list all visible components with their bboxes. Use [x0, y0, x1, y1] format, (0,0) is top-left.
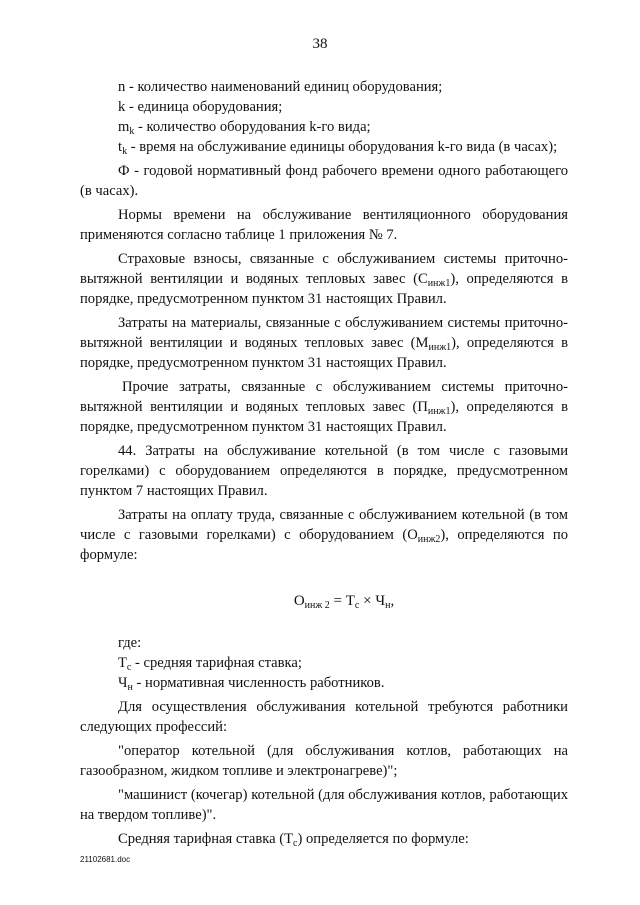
formula-t: = Т — [329, 593, 355, 609]
symbol-m: m — [118, 119, 130, 135]
subscript: с — [126, 662, 132, 673]
paragraph-professions: Для осуществления обслуживания котельной требуются работники следующих профессий: — [80, 699, 568, 735]
formula-end: , — [390, 593, 395, 609]
subscript: инж1 — [428, 342, 452, 353]
paragraph-insurance — [80, 249, 568, 309]
formula-ch: × Ч — [359, 593, 386, 609]
symbol: Т — [118, 655, 127, 671]
text: Средняя тарифная ставка (Т — [118, 831, 294, 847]
formula-o: О — [293, 593, 305, 609]
definition-f: Ф - годовой нормативный фонд рабочего времени одного работающего (в часах). — [80, 163, 568, 199]
formula-subscript: инж 2 — [304, 600, 330, 611]
paragraph-other-costs — [80, 377, 568, 437]
page-number: 38 — [312, 36, 328, 52]
formula — [80, 591, 568, 611]
paragraph-norms: Нормы времени на обслуживание вентиляционного оборудования применяются согласно таблице 1 приложения № 7. — [80, 207, 568, 243]
formula-subscript: с — [354, 600, 360, 611]
text: ), определяются в порядке, предусмотренном пунктом 31 настоящих Правил. — [80, 271, 568, 307]
subscript: инж1 — [427, 278, 451, 289]
text: Затраты на материалы, связанные с обслуживанием системы приточно-вытяжной вентиляции и водяных тепловых завес (М — [80, 315, 568, 351]
text: Прочие затраты, связанные с обслуживанием системы приточно-вытяжной вентиляции и водяных тепловых завес (П — [80, 379, 568, 415]
text: ), определяются по формуле: — [80, 527, 568, 563]
text: ), определяются в порядке, предусмотренном пунктом 31 настоящих Правил. — [80, 335, 568, 371]
text: ), определяются в порядке, предусмотренном пунктом 31 настоящих Правил. — [80, 399, 568, 435]
definition-k: k - единица оборудования; — [118, 99, 283, 115]
subscript-k: k — [129, 126, 135, 137]
text: - средняя тарифная ставка; — [131, 655, 302, 671]
subscript: н — [127, 682, 133, 693]
text: Страховые взносы, связанные с обслуживанием системы приточно-вытяжной вентиляции и водяных тепловых завес (С — [80, 251, 568, 287]
text: - нормативная численность работников. — [132, 675, 385, 691]
definition-tk — [80, 137, 568, 157]
paragraph-average-rate — [80, 829, 568, 849]
footer-filename: 21102681.doc — [80, 855, 131, 864]
profession-operator: "оператор котельной (для обслуживания котлов, работающих на газообразном, жидком топливе и электронагреве)"; — [80, 743, 568, 779]
subscript-k: k — [122, 146, 128, 157]
subscript: инж2 — [417, 534, 441, 545]
formula-subscript: н — [385, 600, 391, 611]
legend-tc — [80, 653, 568, 673]
symbol: Ч — [118, 675, 128, 691]
paragraph-materials — [80, 313, 568, 373]
paragraph-labor — [80, 505, 568, 565]
definition-mk — [80, 117, 568, 137]
definition-n: n - количество наименований единиц оборудования; — [118, 79, 443, 95]
symbol-t: t — [118, 139, 123, 155]
document-body — [80, 77, 568, 849]
subscript: с — [293, 838, 298, 849]
text: Затраты на оплату труда, связанные с обслуживанием котельной (в том числе с газовыми горелками) с оборудованием (О — [80, 507, 568, 543]
profession-stoker: "машинист (кочегар) котельной (для обслуживания котлов, работающих на твердом топливе)". — [80, 787, 568, 823]
legend-where: где: — [118, 635, 142, 651]
paragraph-44: 44. Затраты на обслуживание котельной (в том числе с газовыми горелками) с оборудованием определяются в порядке, предусмотренном пунктом 7 настоящих Правил. — [80, 443, 568, 499]
subscript: инж1 — [427, 406, 451, 417]
legend-ch — [80, 673, 568, 693]
definition-text: - время на обслуживание единицы оборудования k-го вида (в часах); — [127, 139, 558, 155]
text: ) определяется по формуле: — [297, 831, 469, 847]
definition-text: - количество оборудования k-го вида; — [134, 119, 371, 135]
